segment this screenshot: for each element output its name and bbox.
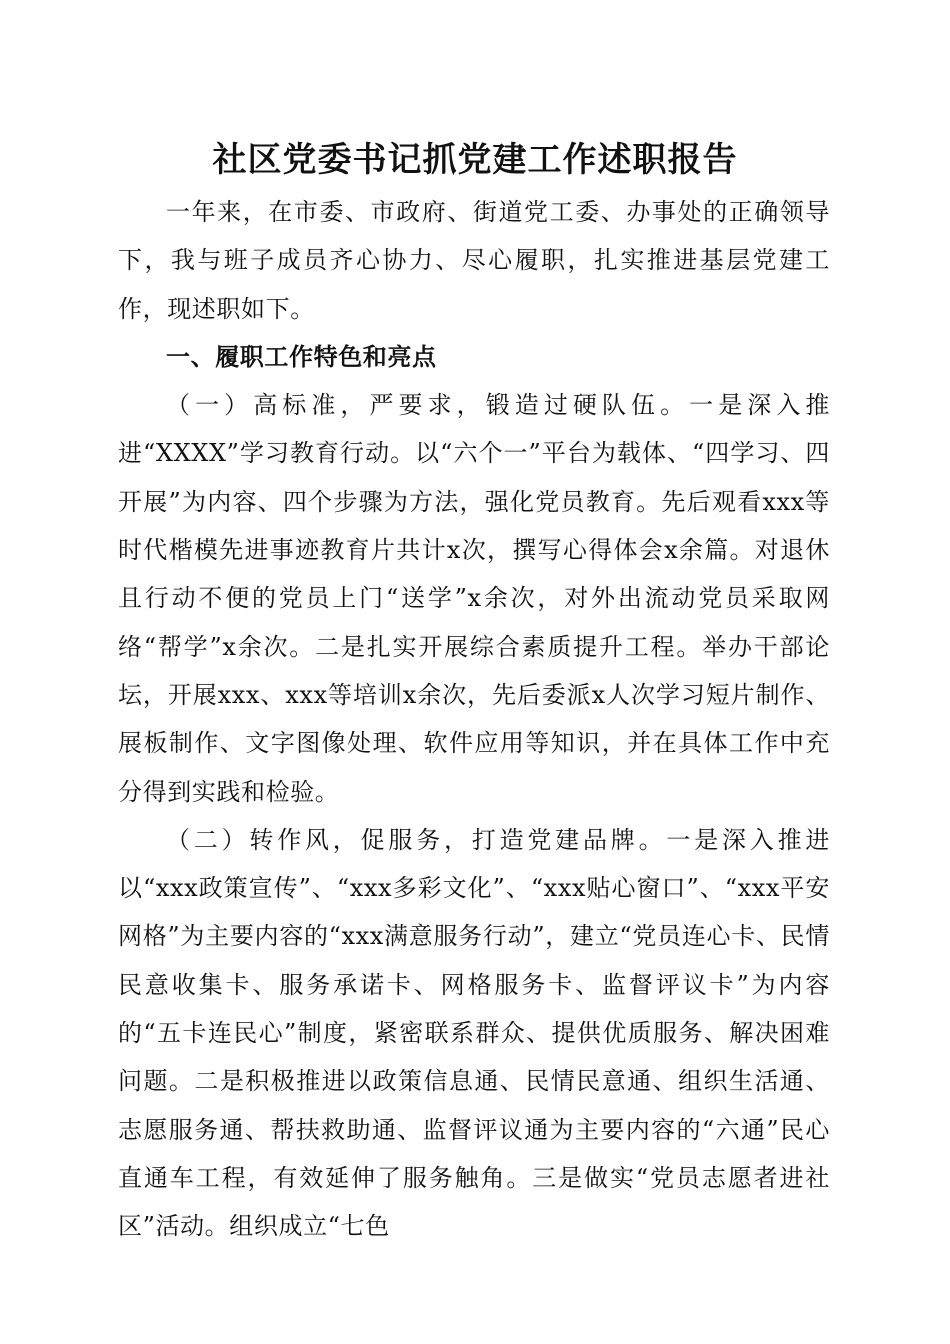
document-body: [118, 188, 830, 1251]
subsection-2-text: 一是深入推进以“xxx政策宣传”、“xxx多彩文化”、“xxx贴心窗口”、“xxx平安网格”为主要内容的“xxx满意服务行动”，建立“党员连心卡、民情民意收集卡、服务承诺卡、网格服务卡、监督评议卡”为内容的“五卡连民心”制度，紧密联系群众、提供优质服务、解决困难问题。二是积极推进以政策信息通、民情民意通、组织生活通、志愿服务通、帮扶救助通、监督评议通为主要内容的“六通”民心直通车工程，有效延伸了服务触角。三是做实“党员志愿者进社区”活动。组织成立“七色: [118, 825, 830, 1241]
subsection-1-paragraph: [118, 381, 830, 816]
section-heading: 一、履职工作特色和亮点: [166, 341, 437, 371]
subsection-1-text: 一是深入推进“XXXX”学习教育行动。以“六个一”平台为载体、“四学习、四开展”为内容、四个步骤为方法，强化党员教育。先后观看xxx等时代楷模先进事迹教育片共计x次，撰写心得体会x余篇。对退休且行动不便的党员上门“送学”x余次，对外出流动党员采取网络“帮学”x余次。二是扎实开展综合素质提升工程。举办干部论坛，开展xxx、xxx等培训x余次，先后委派x人次学习短片制作、展板制作、文字图像处理、软件应用等知识，并在具体工作中充分得到实践和检验。: [118, 391, 830, 806]
subsection-2-lead: （二）转作风，促服务，打造党建品牌。: [166, 825, 667, 854]
subsection-2-paragraph: [118, 816, 830, 1251]
document-title: 社区党委书记抓党建工作述职报告: [212, 140, 738, 180]
subsection-1-lead: （一）高标准，严要求，锻造过硬队伍。: [166, 391, 690, 420]
intro-paragraph: 一年来，在市委、市政府、街道党工委、办事处的正确领导下，我与班子成员齐心协力、尽心履职，扎实推进基层党建工作，现述职如下。: [118, 198, 830, 323]
